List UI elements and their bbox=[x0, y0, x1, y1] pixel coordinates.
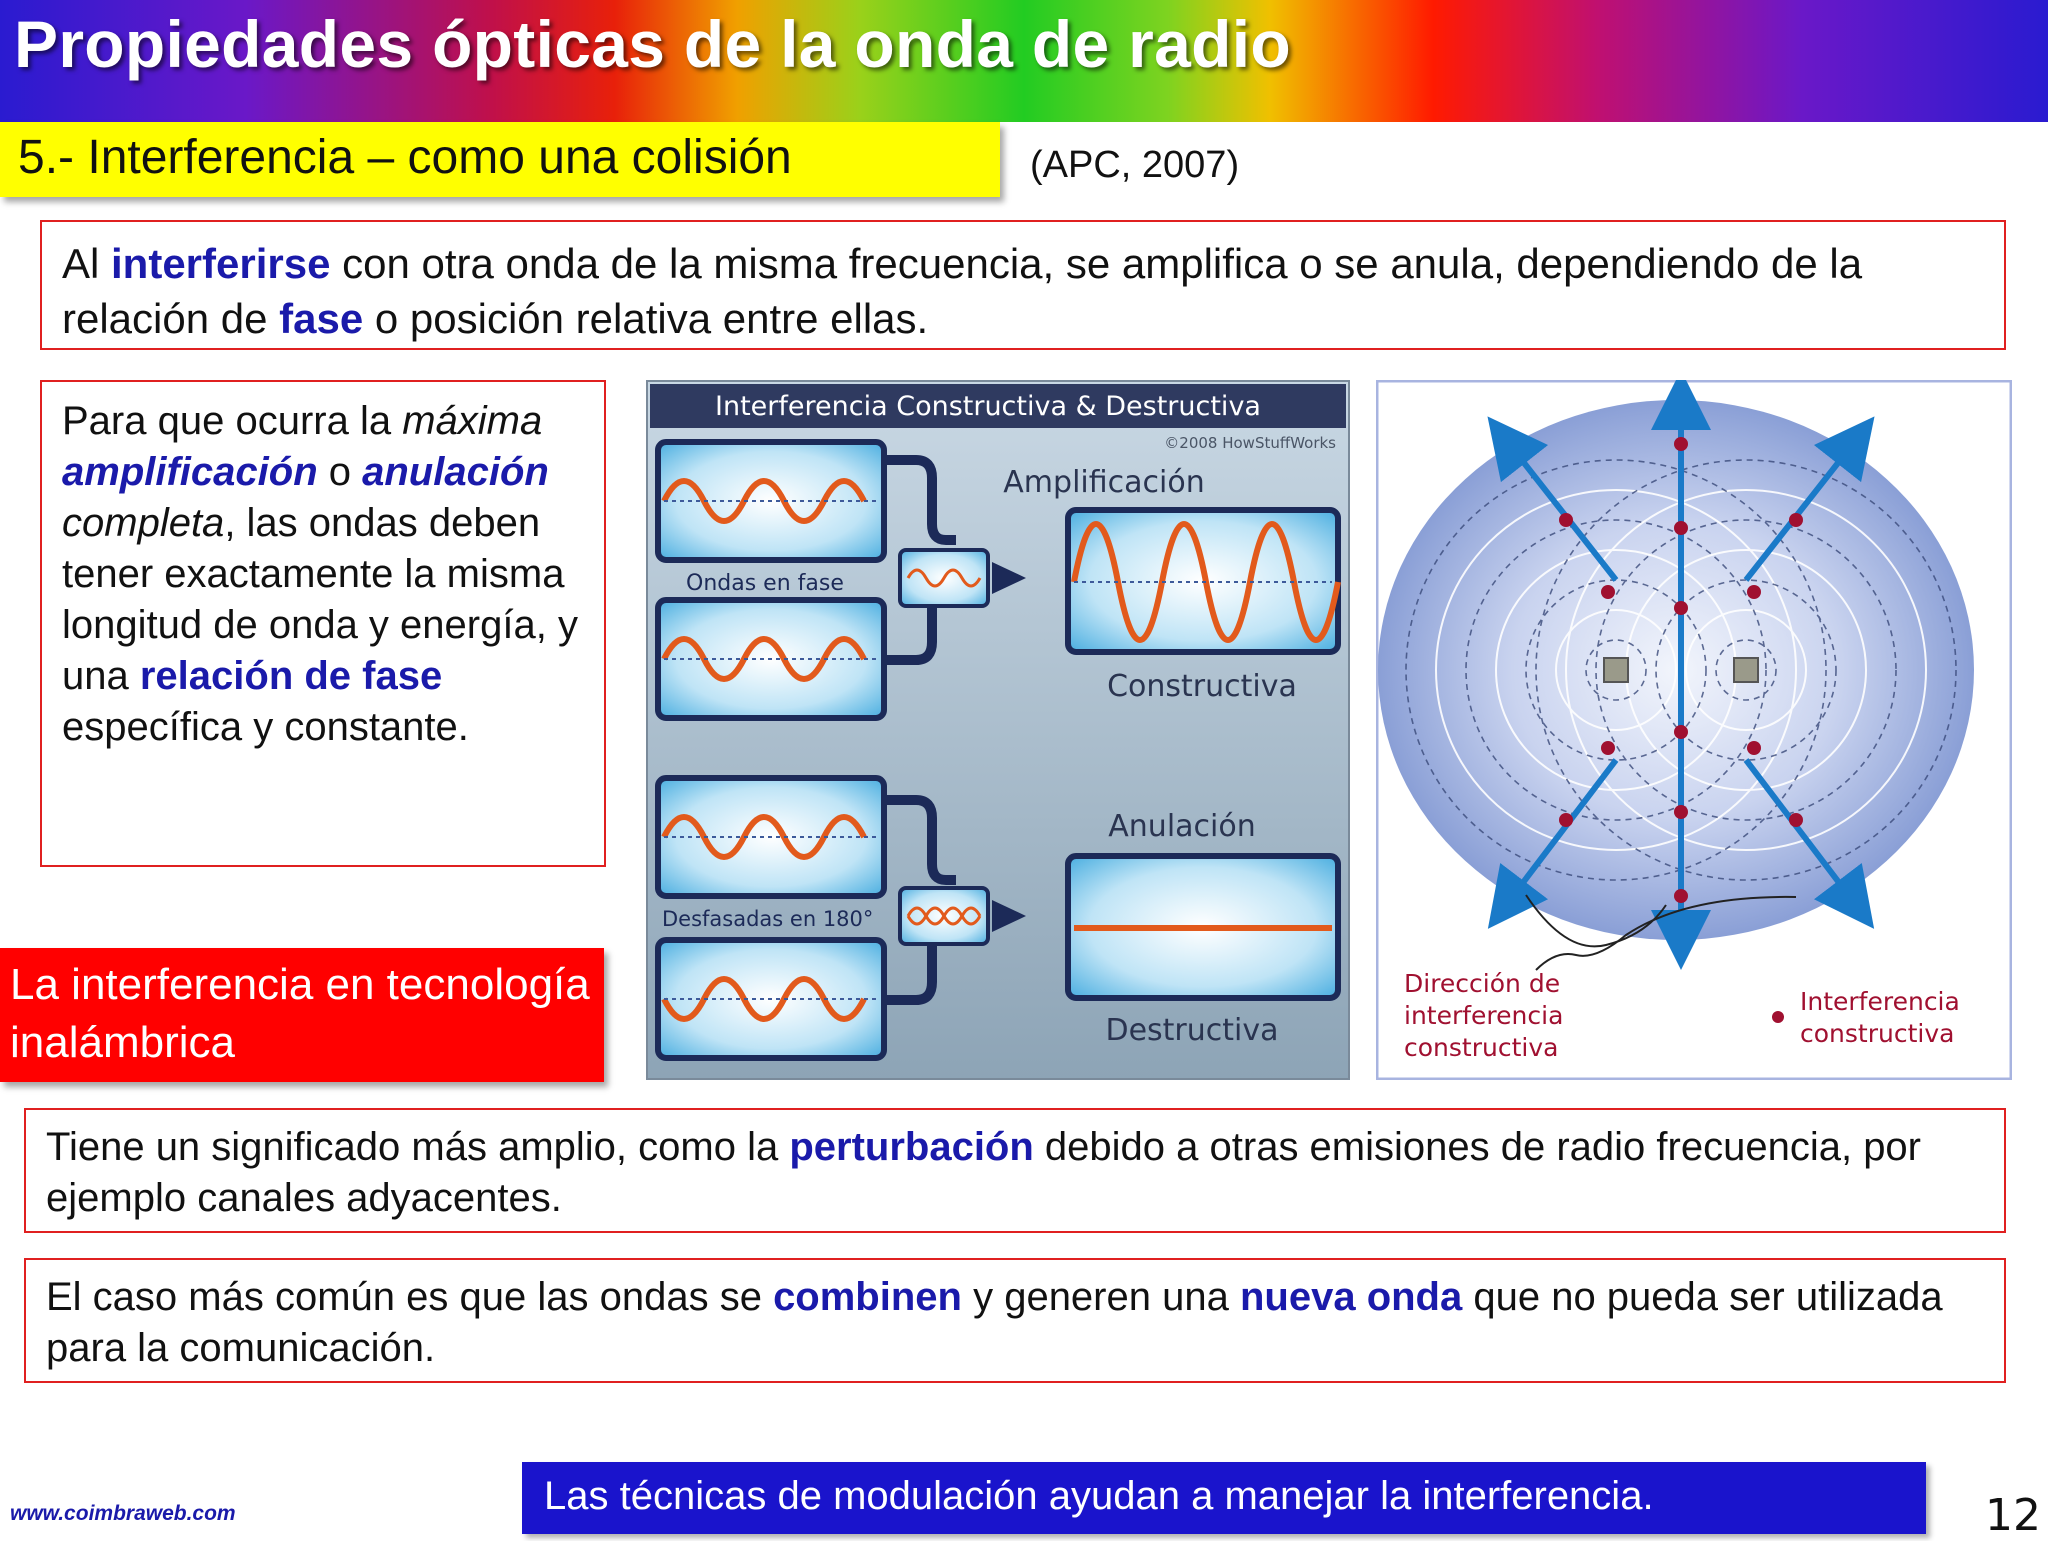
label-amplification: Amplificación bbox=[1003, 465, 1205, 500]
figure-copyright: ©2008 HowStuffWorks bbox=[1164, 434, 1336, 452]
interference-pattern-diagram bbox=[1376, 380, 2012, 1080]
interference-diagram bbox=[646, 380, 1350, 1080]
keyword-amplificacion: amplificación bbox=[62, 450, 318, 494]
keyword-relacion-fase: relación de fase bbox=[139, 654, 443, 698]
keyword-perturbacion: perturbación bbox=[789, 1125, 1034, 1169]
wireless-interference-banner: La interferencia en tecnología inalámbrica bbox=[0, 948, 604, 1082]
keyword-anulacion: anulación bbox=[362, 450, 549, 494]
figure-title: Interferencia Constructiva & Destructiva bbox=[715, 391, 1261, 422]
title-bar bbox=[0, 0, 2048, 122]
keyword-nueva-onda: nueva onda bbox=[1239, 1275, 1463, 1319]
modulation-banner: Las técnicas de modulación ayudan a manejar la interferencia. bbox=[522, 1462, 1926, 1534]
label-out-of-phase: Desfasadas en 180° bbox=[662, 907, 874, 931]
page-number: 12 bbox=[1985, 1490, 2041, 1541]
direction-label-line-1: Dirección de bbox=[1404, 969, 1561, 998]
slide-title: Propiedades ópticas de la onda de radio bbox=[14, 7, 1292, 81]
conditions-box bbox=[40, 380, 606, 867]
subtitle-text: 5.- Interferencia – como una colisión bbox=[18, 131, 792, 184]
conditions-text: Para que ocurra la máxima amplificación o anulación completa, las ondas deben tener exactamente la misma longitud de onda y energía, y una relación de fase específica y constante. bbox=[62, 399, 578, 749]
label-cancellation: Anulación bbox=[1108, 809, 1256, 844]
section-subtitle bbox=[0, 122, 1000, 197]
label-constructive: Constructiva bbox=[1107, 669, 1297, 704]
wireless-meaning-text: Tiene un significado más amplio, como la perturbación debido a otras emisiones de radio frecuencia, por ejemplo canales adyacentes. bbox=[46, 1125, 1921, 1220]
keyword-combinen: combinen bbox=[773, 1275, 962, 1319]
legend-label-line-2: constructiva bbox=[1800, 1019, 1955, 1048]
definition-text: Al interferirse con otra onda de la misma frecuencia, se amplifica o se anula, dependiendo de la relación de fase o posición relativa entre ellas. bbox=[62, 240, 1863, 342]
keyword-interferirse: interferirse bbox=[111, 240, 331, 287]
citation: (APC, 2007) bbox=[1030, 144, 1240, 186]
direction-label-line-3: constructiva bbox=[1404, 1033, 1559, 1062]
source-1 bbox=[1604, 658, 1628, 682]
footer-website: www.coimbraweb.com bbox=[10, 1502, 236, 1525]
wireless-meaning-box bbox=[24, 1108, 2006, 1233]
legend-dot bbox=[1772, 1011, 1784, 1023]
legend-label-line-1: Interferencia bbox=[1800, 987, 1960, 1016]
label-in-phase: Ondas en fase bbox=[686, 571, 844, 596]
label-destructive: Destructiva bbox=[1105, 1013, 1279, 1048]
common-case-box bbox=[24, 1258, 2006, 1383]
direction-label-line-2: interferencia bbox=[1404, 1001, 1564, 1030]
keyword-fase: fase bbox=[279, 295, 364, 342]
source-2 bbox=[1734, 658, 1758, 682]
definition-box bbox=[40, 220, 2006, 350]
common-case-text: El caso más común es que las ondas se combinen y generen una nueva onda que no pueda ser utilizada para la comunicación. bbox=[46, 1275, 1943, 1370]
